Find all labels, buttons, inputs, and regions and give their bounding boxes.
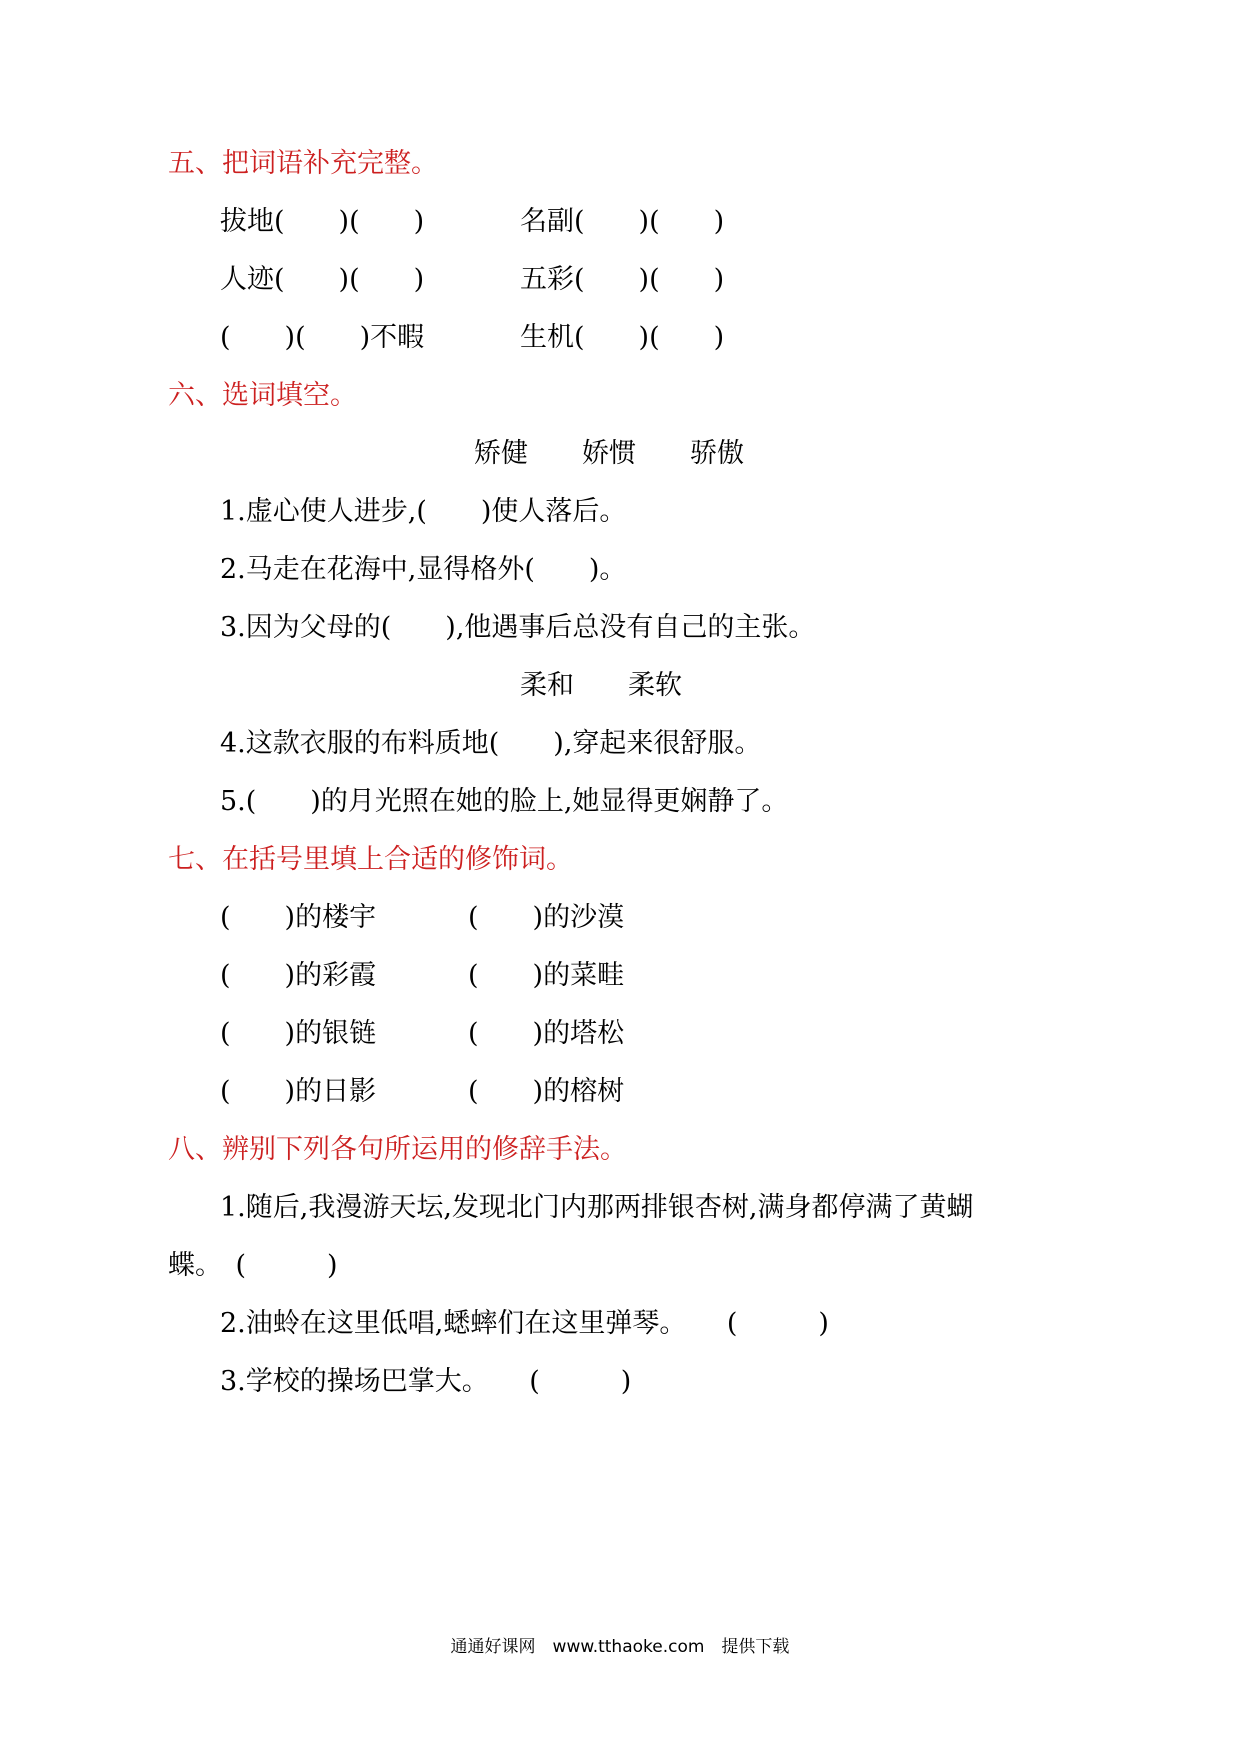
fill-in-item: 4.这款衣服的布料质地( ),穿起来很舒服。 — [220, 728, 762, 759]
modifier-blank: ( )的塔松 — [468, 1018, 625, 1049]
idiom-blank: 拔地( )( ) — [220, 206, 425, 237]
fill-in-item: 2.马走在花海中,显得格外( )。 — [220, 554, 627, 585]
word-choices: 矫健 娇惯 骄傲 — [474, 438, 744, 469]
word-choices: 柔和 柔软 — [520, 670, 682, 701]
idiom-blank: 人迹( )( ) — [220, 264, 425, 295]
idiom-blank: 名副( )( ) — [520, 206, 725, 237]
rhetoric-item: 1.随后,我漫游天坛,发现北门内那两排银杏树,满身都停满了黄蝴 — [220, 1192, 974, 1223]
section-5-heading: 五、把词语补充完整。 — [168, 148, 438, 179]
section-6-heading: 六、选词填空。 — [168, 380, 357, 411]
modifier-blank: ( )的榕树 — [468, 1076, 625, 1107]
modifier-blank: ( )的楼宇 — [220, 902, 377, 933]
rhetoric-item-continued: 蝶。 ( ) — [168, 1250, 338, 1281]
fill-in-item: 1.虚心使人进步,( )使人落后。 — [220, 496, 627, 527]
modifier-blank: ( )的沙漠 — [468, 902, 625, 933]
rhetoric-item: 3.学校的操场巴掌大。 ( ) — [220, 1366, 632, 1397]
fill-in-item: 5.( )的月光照在她的脸上,她显得更娴静了。 — [220, 786, 789, 817]
modifier-blank: ( )的彩霞 — [220, 960, 377, 991]
idiom-blank: 生机( )( ) — [520, 322, 725, 353]
idiom-blank: 五彩( )( ) — [520, 264, 725, 295]
modifier-blank: ( )的菜畦 — [468, 960, 625, 991]
modifier-blank: ( )的日影 — [220, 1076, 377, 1107]
modifier-blank: ( )的银链 — [220, 1018, 377, 1049]
rhetoric-item: 2.油蛉在这里低唱,蟋蟀们在这里弹琴。 ( ) — [220, 1308, 829, 1339]
idiom-blank: ( )( )不暇 — [220, 322, 425, 353]
section-8-heading: 八、辨别下列各句所运用的修辞手法。 — [168, 1134, 627, 1165]
fill-in-item: 3.因为父母的( ),他遇事后总没有自己的主张。 — [220, 612, 816, 643]
section-7-heading: 七、在括号里填上合适的修饰词。 — [168, 844, 573, 875]
page-footer: 通通好课网 www.tthaoke.com 提供下载 — [450, 1637, 790, 1657]
